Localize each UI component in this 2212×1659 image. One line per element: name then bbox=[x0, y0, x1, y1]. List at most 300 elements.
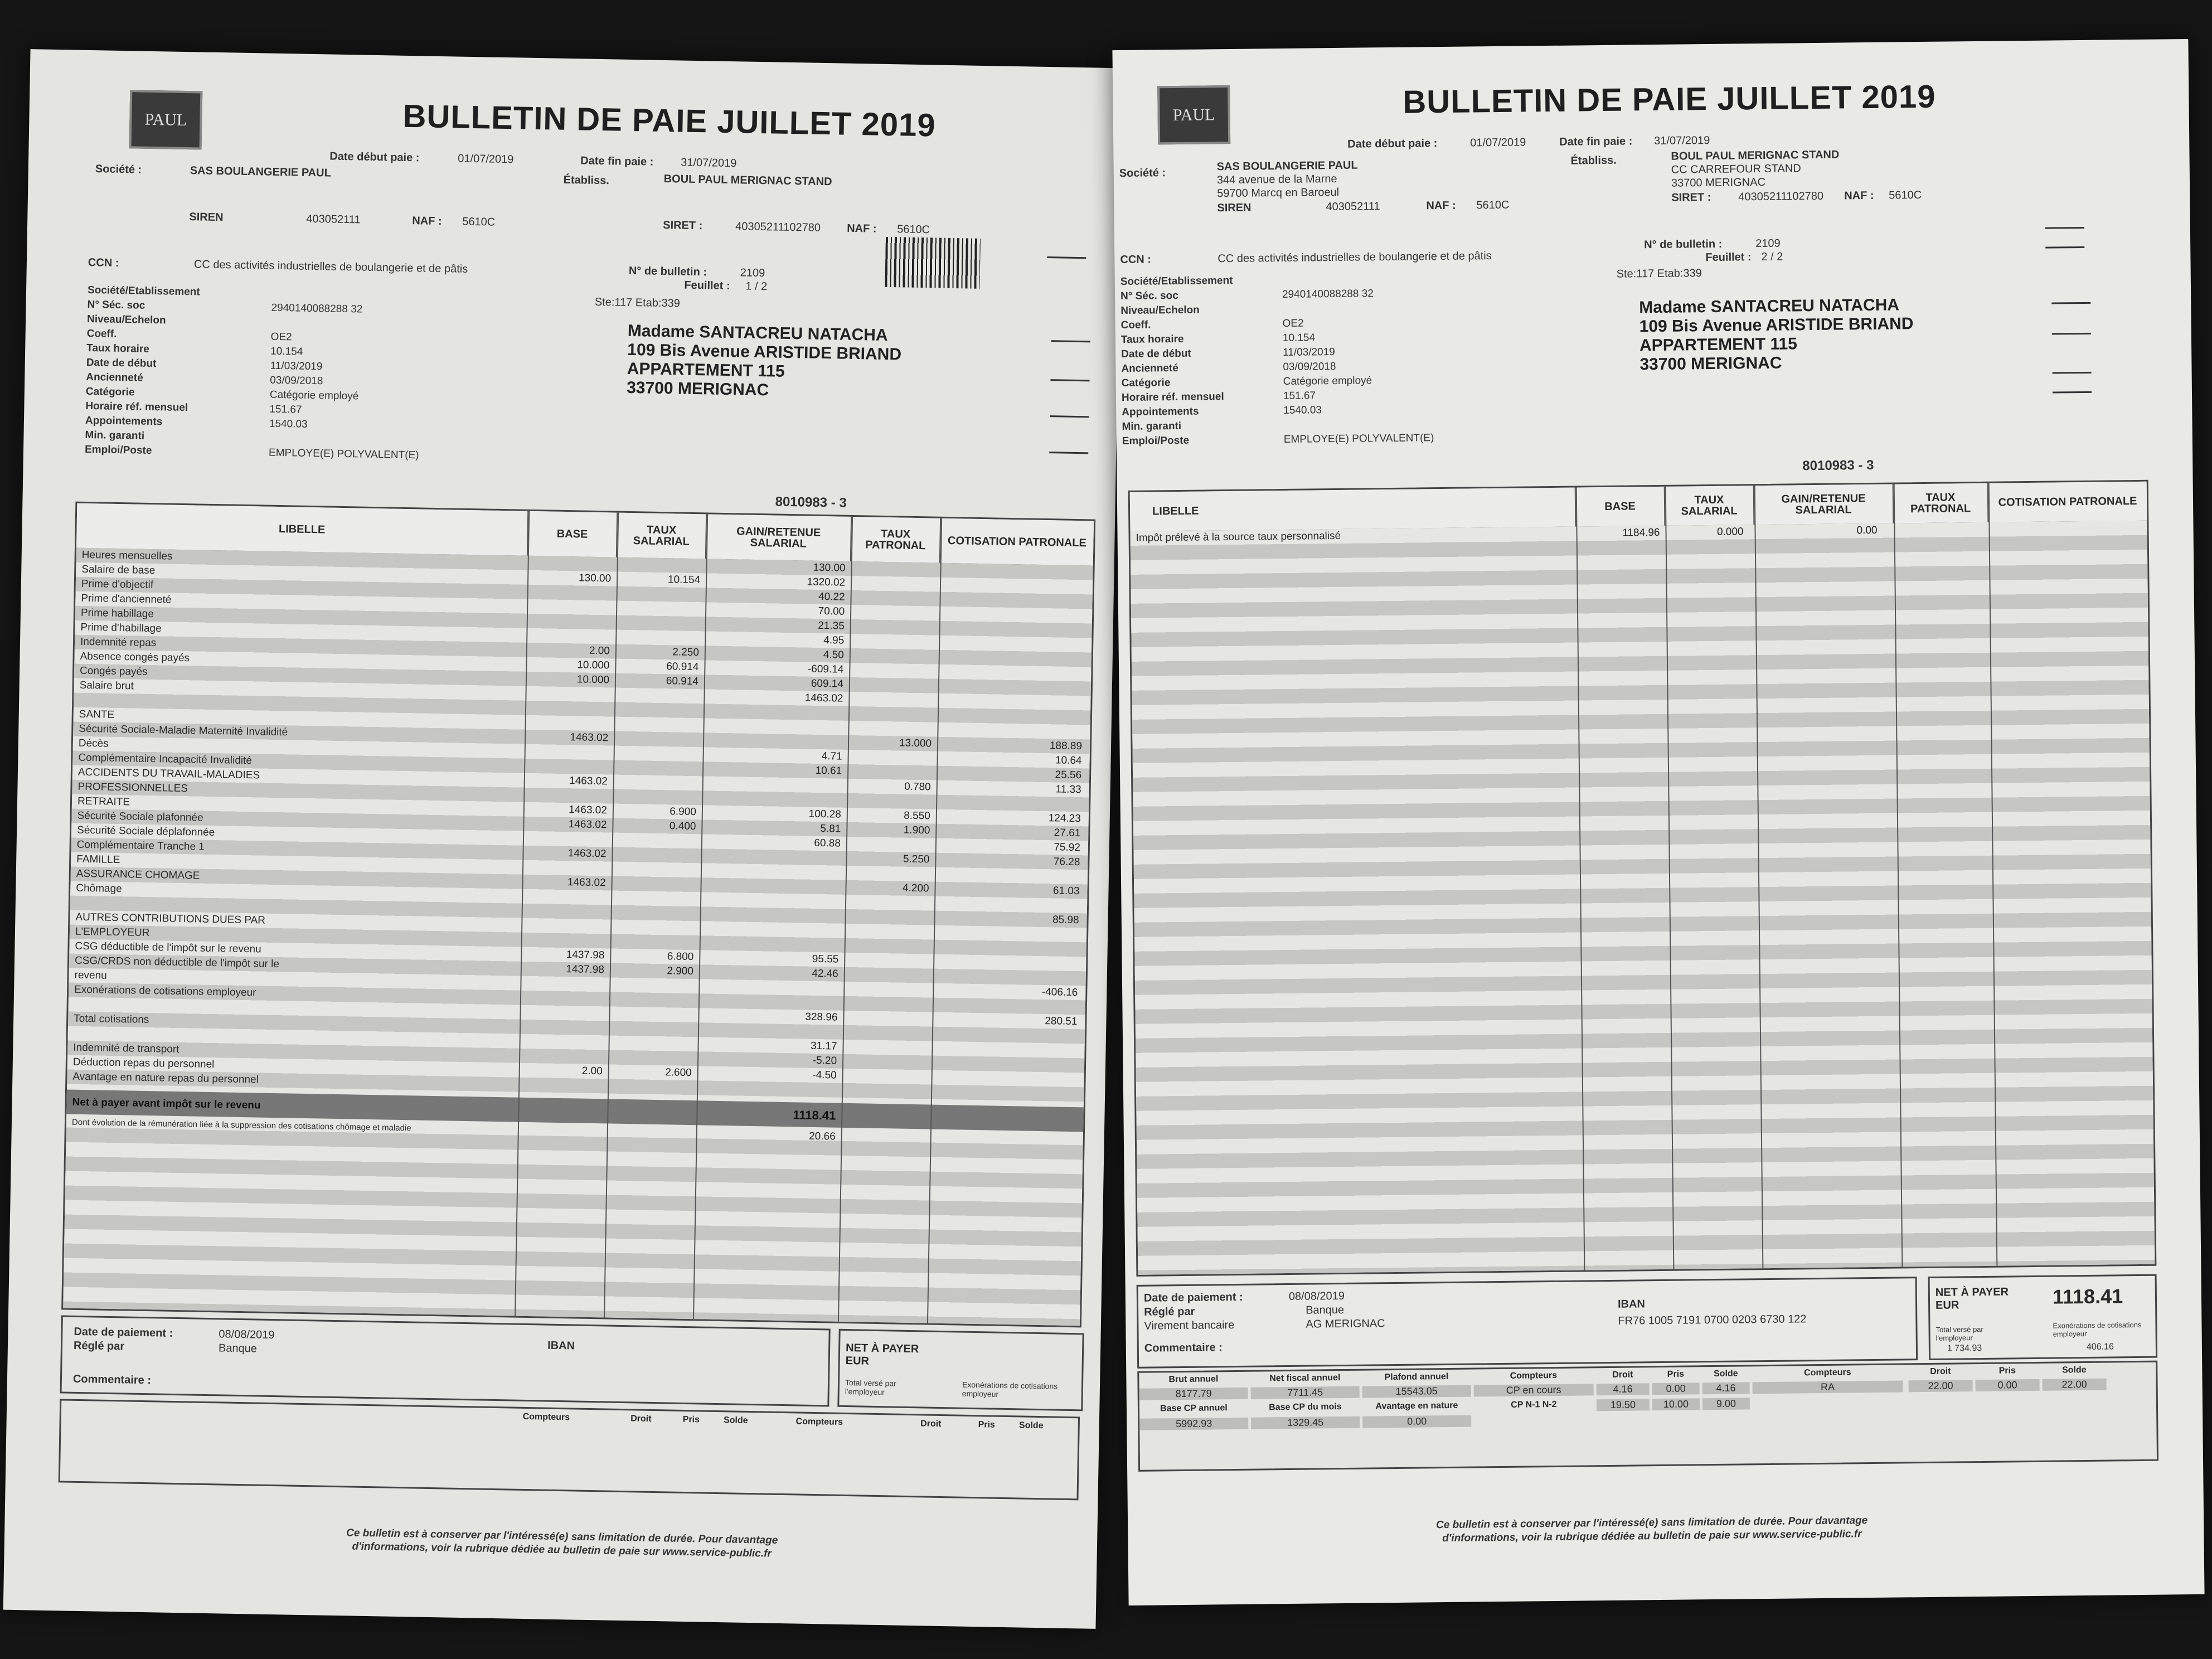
table-row-taux bbox=[620, 559, 701, 560]
table-row-base bbox=[522, 1021, 603, 1022]
col-base: BASE bbox=[1576, 487, 1666, 527]
table-row-libelle: Chômage bbox=[76, 882, 122, 895]
reference-number: 8010983 - 3 bbox=[1802, 457, 1874, 474]
ste-etab: Ste:117 Etab:339 bbox=[1616, 267, 1702, 280]
date-paiement: 08/08/2019 bbox=[1288, 1289, 1345, 1303]
table-row-taux-patronal bbox=[851, 722, 932, 724]
cumul-header: CP N-1 N-2 bbox=[1511, 1399, 1557, 1410]
table-row-cotisation bbox=[943, 593, 1085, 595]
siren-label: SIREN bbox=[189, 211, 224, 224]
table-row-taux-patronal bbox=[848, 910, 929, 912]
table-row-base bbox=[530, 586, 611, 588]
employee-field-label: Catégorie bbox=[1121, 377, 1171, 390]
table-row-taux: 6.900 bbox=[670, 806, 697, 818]
table-row-gain: 328.96 bbox=[805, 1011, 838, 1023]
employee-field-value: 03/09/2018 bbox=[270, 374, 323, 387]
net-box bbox=[837, 1329, 1084, 1411]
table-row-taux bbox=[616, 790, 697, 792]
feuillet: 1 / 2 bbox=[745, 280, 768, 293]
table-row-taux-patronal bbox=[851, 751, 932, 753]
table-row-libelle: CSG/CRDS non déductible de l'impôt sur le bbox=[74, 954, 280, 971]
barcode bbox=[885, 237, 981, 289]
dash bbox=[2045, 246, 2084, 249]
table-row-cotisation bbox=[936, 970, 1078, 972]
table-row-taux-patronal bbox=[847, 925, 928, 926]
table-row-taux-patronal bbox=[847, 954, 928, 955]
table-row-gain bbox=[706, 705, 843, 707]
societe-name: SAS BOULANGERIE PAUL bbox=[190, 164, 331, 180]
regle-label: Réglé par bbox=[73, 1339, 125, 1353]
employee-field-value: OE2 bbox=[1282, 317, 1304, 330]
reference-number: 8010983 - 3 bbox=[775, 494, 847, 511]
col-cotisation-patronale: COTISATION PATRONALE bbox=[1998, 494, 2137, 509]
table-row-gain: 1463.02 bbox=[804, 692, 843, 705]
employee-field-label: N° Séc. soc bbox=[1120, 289, 1178, 303]
table-row-taux bbox=[619, 588, 700, 589]
table-row-gain: 42.46 bbox=[812, 967, 839, 980]
dash bbox=[1049, 452, 1088, 454]
table-row-gain: 5.81 bbox=[820, 823, 841, 835]
table-row-libelle: SANTE bbox=[79, 708, 115, 721]
table-row-libelle: Sécurité Sociale déplafonnée bbox=[76, 824, 215, 839]
naf2: 5610C bbox=[896, 223, 930, 236]
net-label: NET À PAYER EUR bbox=[1935, 1286, 2009, 1312]
table-row-base bbox=[528, 716, 609, 718]
table-row-taux: 10.154 bbox=[667, 574, 701, 586]
payment-box bbox=[1137, 1277, 1918, 1369]
table-row-taux-patronal bbox=[853, 620, 934, 622]
table-row-gain: 40.22 bbox=[818, 590, 845, 603]
cumul-header: Compteurs bbox=[1510, 1370, 1558, 1381]
table-row-cotisation bbox=[942, 651, 1084, 653]
table-row-base bbox=[525, 890, 605, 892]
cumul-header: Pris bbox=[1998, 1366, 2016, 1376]
cumul-header: Avantage en nature bbox=[1375, 1400, 1458, 1411]
regle: Banque bbox=[218, 1342, 258, 1355]
table-row-cotisation bbox=[936, 955, 1078, 958]
table-row-taux-patronal bbox=[846, 1041, 926, 1042]
iban-label: IBAN bbox=[1617, 1298, 1646, 1311]
table-row-taux: 2.250 bbox=[672, 646, 700, 659]
table-row-base: 130.00 bbox=[578, 572, 612, 585]
table-row-gain: 4.71 bbox=[821, 750, 842, 763]
table-row-base bbox=[522, 1050, 603, 1051]
table-row-taux-patronal bbox=[847, 939, 928, 941]
paul-logo: PAUL bbox=[1157, 85, 1230, 144]
table-row-base: 1463.02 bbox=[569, 775, 608, 788]
dash bbox=[2053, 372, 2092, 374]
table-row-taux-patronal bbox=[850, 794, 930, 796]
table-row-base bbox=[530, 629, 610, 631]
employee-field-value: 11/03/2019 bbox=[270, 360, 323, 373]
etablis-name: BOUL PAUL MERIGNAC STAND bbox=[663, 172, 832, 188]
table-row-taux-patronal bbox=[847, 983, 928, 984]
cumul-header: Solde bbox=[723, 1415, 748, 1425]
table-row-libelle: Prime d'ancienneté bbox=[81, 592, 172, 606]
employee-field-label: Niveau/Echelon bbox=[86, 313, 166, 327]
etablis-label: Établiss. bbox=[563, 173, 610, 187]
table-row-base bbox=[528, 687, 609, 689]
table-row-gain: 21.35 bbox=[818, 619, 845, 632]
etablis-line-1: BOUL PAUL MERIGNAC STAND bbox=[1671, 148, 1840, 163]
table-row-base bbox=[524, 934, 605, 935]
table-row-libelle: Heures mensuelles bbox=[81, 549, 173, 562]
table-row-gain bbox=[702, 937, 839, 939]
table-row-taux bbox=[615, 834, 696, 836]
table-row-taux bbox=[619, 617, 700, 618]
table-row-base: 1463.02 bbox=[569, 804, 608, 817]
cumul-value: 15543.05 bbox=[1362, 1385, 1471, 1398]
employee-field-label: Niveau/Echelon bbox=[1120, 304, 1200, 317]
table-row-taux-patronal bbox=[849, 838, 930, 840]
table-row-taux bbox=[614, 906, 695, 908]
total-employeur: 1 734.93 bbox=[1947, 1343, 1982, 1354]
table-row-base: 2.00 bbox=[581, 1065, 603, 1078]
net-a-payer: 1118.41 bbox=[2052, 1284, 2123, 1308]
employee-field-value: 10.154 bbox=[270, 345, 303, 358]
table-row-base: 10.000 bbox=[576, 673, 610, 686]
cumul-header: Droit bbox=[920, 1419, 942, 1429]
dash bbox=[1050, 379, 1089, 381]
employee-field-label: Emploi/Poste bbox=[84, 443, 152, 457]
employee-field-label: Date de début bbox=[86, 356, 157, 370]
table-row-base: 1463.02 bbox=[567, 876, 606, 889]
employee-field-label: Coeff. bbox=[1120, 319, 1151, 332]
table-row-taux-patronal: 5.250 bbox=[903, 853, 930, 866]
table-row-libelle: Salaire de base bbox=[81, 563, 156, 577]
table-row-gain bbox=[703, 893, 840, 895]
table-row-taux-patronal bbox=[852, 693, 933, 695]
table-row-cotisation bbox=[934, 1086, 1076, 1088]
table-row-libelle: L'EMPLOYEUR bbox=[75, 925, 150, 939]
payslip-page-1 bbox=[3, 49, 1123, 1629]
employee-field-label: N° Séc. soc bbox=[87, 298, 145, 312]
table-row-taux bbox=[613, 935, 694, 937]
table-row-cotisation bbox=[940, 724, 1083, 726]
table-row-gain: -5.20 bbox=[812, 1054, 837, 1067]
feuillet: 2 / 2 bbox=[1761, 250, 1783, 264]
col-taux-patronal: TAUX PATRONAL bbox=[851, 517, 941, 563]
table-row-taux-patronal bbox=[848, 896, 929, 898]
table-row-taux-patronal: 1.900 bbox=[903, 824, 930, 837]
col-libelle: LIBELLE bbox=[1130, 488, 1576, 531]
table-row-gain bbox=[706, 734, 842, 736]
table-row-gain bbox=[702, 922, 839, 924]
date-debut-label: Date début paie : bbox=[1347, 137, 1438, 151]
net-imposable-value: 20.66 bbox=[809, 1130, 836, 1143]
cumul-value: 22.00 bbox=[2042, 1379, 2106, 1391]
cumul-header: Compteurs bbox=[795, 1417, 843, 1427]
employee-field-value: 151.67 bbox=[269, 403, 302, 416]
table-row-gain: 95.55 bbox=[812, 953, 839, 966]
employee-field-label: Min. garanti bbox=[1122, 420, 1182, 433]
dash bbox=[1051, 340, 1090, 342]
table-row-base: 10.000 bbox=[577, 659, 610, 672]
col-base: BASE bbox=[528, 511, 618, 557]
table-row-libelle: Avantage en nature repas du personnel bbox=[72, 1070, 259, 1086]
table-row-taux bbox=[617, 718, 698, 720]
table-row-cotisation: 75.92 bbox=[1054, 841, 1081, 854]
table-row-cotisation bbox=[937, 898, 1079, 900]
societe-line-1: SAS BOULANGERIE PAUL bbox=[1216, 159, 1358, 173]
employee-field-value: EMPLOYE(E) POLYVALENT(E) bbox=[268, 447, 419, 462]
table-row-gain: 70.00 bbox=[818, 605, 845, 618]
date-paiement: 08/08/2019 bbox=[219, 1328, 275, 1342]
table-row-cotisation bbox=[935, 999, 1078, 1001]
table-row-base bbox=[524, 919, 605, 921]
employee-field-value: 10.154 bbox=[1282, 332, 1316, 345]
table-row-gain bbox=[704, 864, 840, 866]
cumul-header: Solde bbox=[1713, 1369, 1738, 1379]
pay-lines-table bbox=[1128, 480, 2157, 1277]
date-debut: 01/07/2019 bbox=[1470, 136, 1526, 149]
table-row-cotisation bbox=[937, 941, 1079, 943]
table-row-cotisation: 188.89 bbox=[1049, 740, 1083, 753]
payment-box bbox=[60, 1315, 831, 1406]
cumul-value: 0.00 bbox=[1976, 1379, 2040, 1391]
dash bbox=[2053, 391, 2092, 394]
table-row-gain: 60.88 bbox=[814, 837, 841, 850]
col-libelle: LIBELLE bbox=[76, 503, 528, 556]
date-debut: 01/07/2019 bbox=[458, 152, 514, 166]
table-row-taux bbox=[616, 776, 697, 778]
table-row-taux-patronal bbox=[853, 606, 934, 608]
table-row-gain: 100.28 bbox=[808, 808, 842, 821]
etablis-line-3: 33700 MERIGNAC bbox=[1671, 176, 1766, 190]
table-row-cotisation bbox=[937, 926, 1079, 929]
table-row-gain: 0.00 bbox=[1856, 524, 1878, 537]
table-row-libelle: Sécurité Sociale plafonnée bbox=[77, 809, 203, 824]
societe-label: Société : bbox=[95, 163, 142, 176]
table-row-cotisation bbox=[941, 680, 1083, 682]
table-row-gain: 4.95 bbox=[823, 634, 845, 647]
regle-label: Réglé par bbox=[1144, 1305, 1195, 1318]
table-row-gain bbox=[701, 995, 838, 997]
table-row-taux: 0.400 bbox=[669, 820, 696, 833]
table-row-taux bbox=[611, 1051, 692, 1053]
table-row-gain: 31.17 bbox=[810, 1040, 837, 1052]
table-row-taux-patronal bbox=[848, 867, 929, 869]
table-row-base bbox=[525, 905, 605, 906]
table-row-gain bbox=[705, 777, 842, 779]
table-row-taux: 2.600 bbox=[664, 1066, 692, 1079]
col-gain-retenue: GAIN/RETENUE SALARIAL bbox=[706, 514, 852, 561]
table-row-libelle: Absence congés payés bbox=[80, 650, 190, 664]
table-row-base bbox=[527, 760, 608, 761]
table-row-libelle: PROFESSIONNELLES bbox=[77, 780, 188, 795]
total-employeur-label: Total versé par l'employeur bbox=[845, 1377, 897, 1397]
table-row-base: 1463.02 bbox=[568, 818, 607, 831]
footer-notice: Ce bulletin est à conserver par l'intéressé(e) sans limitation de durée. Pour davantage d'informations, voir la rubrique dédiée au bulletin de paie sur www.service-public.fr bbox=[346, 1527, 778, 1560]
table-row-base bbox=[527, 789, 608, 790]
cumuls-table bbox=[1137, 1361, 2158, 1472]
naf-label: NAF : bbox=[1426, 199, 1456, 212]
iban: FR76 1005 7191 0700 0203 6730 122 bbox=[1618, 1313, 1807, 1327]
table-row-libelle: Complémentaire Incapacité Invalidité bbox=[78, 751, 253, 767]
table-row-taux: 60.914 bbox=[666, 675, 699, 688]
employee-field-label: Taux horaire bbox=[1120, 333, 1184, 346]
iban-label: IBAN bbox=[547, 1339, 575, 1352]
ccn: CC des activités industrielles de boulangerie et de pâtis bbox=[193, 258, 468, 275]
cumul-header: 10.00 bbox=[1652, 1398, 1700, 1410]
siret-label: SIRET : bbox=[663, 219, 703, 232]
table-row-libelle: Déduction repas du personnel bbox=[72, 1056, 215, 1071]
naf2: 5610C bbox=[1889, 188, 1922, 202]
table-row-base: 1184.96 bbox=[1622, 526, 1660, 539]
exonerations-label: Exonérations de cotisations employeur bbox=[962, 1380, 1058, 1399]
employee-field-label: Ancienneté bbox=[1121, 362, 1178, 375]
table-row-libelle: revenu bbox=[74, 969, 107, 982]
employee-field-value: 03/09/2018 bbox=[1283, 361, 1336, 373]
paul-logo: PAUL bbox=[129, 90, 203, 149]
table-row-taux bbox=[617, 747, 697, 749]
feuillet-label: Feuillet : bbox=[1705, 251, 1752, 264]
societe-line-2: 344 avenue de la Marne bbox=[1216, 172, 1337, 187]
table-row-cotisation bbox=[942, 637, 1084, 639]
table-row-cotisation: 27.61 bbox=[1054, 827, 1081, 840]
table-row-cotisation bbox=[935, 1042, 1077, 1045]
table-row-libelle: ASSURANCE CHOMAGE bbox=[76, 867, 200, 882]
table-row-cotisation: 11.33 bbox=[1055, 783, 1081, 796]
bulletin-number: 2109 bbox=[740, 266, 765, 280]
cumul-value: 4.16 bbox=[1702, 1382, 1750, 1394]
bulletin-label: N° de bulletin : bbox=[1644, 237, 1723, 251]
naf: 5610C bbox=[462, 215, 496, 229]
cumul-value: 22.00 bbox=[1909, 1380, 1973, 1392]
table-row-taux-patronal bbox=[846, 997, 927, 999]
exonerations: 406.16 bbox=[2086, 1342, 2114, 1352]
naf2-label: NAF : bbox=[847, 222, 877, 235]
table-row-taux bbox=[614, 892, 695, 894]
table-row-libelle: Indemnité repas bbox=[80, 636, 157, 649]
cumul-header: 19.50 bbox=[1597, 1399, 1650, 1411]
table-row-gain bbox=[701, 1023, 837, 1026]
net-imposable-label: Dont évolution de la rémunération liée à la suppression des cotisations chômage et maladie bbox=[71, 1117, 411, 1133]
employee-field-label: Coeff. bbox=[86, 327, 117, 340]
cumul-header: Base CP annuel bbox=[1160, 1403, 1228, 1414]
table-row-gain: 130.00 bbox=[813, 561, 846, 574]
table-row-gain: -4.50 bbox=[812, 1069, 837, 1081]
table-row-taux-patronal bbox=[852, 664, 933, 666]
dash bbox=[2052, 333, 2091, 335]
table-row-libelle: Complémentaire Tranche 1 bbox=[76, 838, 205, 853]
table-row-libelle: Décès bbox=[78, 737, 109, 750]
table-row-gain: 10.61 bbox=[815, 764, 842, 777]
table-row-taux bbox=[616, 761, 697, 763]
table-row-taux-patronal bbox=[846, 1012, 927, 1013]
ccn: CC des activités industrielles de boulangerie et de pâtis bbox=[1217, 250, 1492, 265]
table-row-gain bbox=[705, 792, 842, 794]
employee-field-label: Appointements bbox=[85, 414, 163, 428]
table-row-cotisation bbox=[942, 622, 1084, 624]
employee-address: Madame SANTACREU NATACHA 109 Bis Avenue ARISTIDE BRIAND APPARTEMENT 115 33700 MERIGNAC bbox=[626, 321, 902, 400]
table-row-libelle: CSG déductible de l'impôt sur le revenu bbox=[75, 940, 261, 955]
table-row-cotisation bbox=[935, 1028, 1077, 1030]
table-row-gain bbox=[700, 1081, 836, 1084]
pay-lines-table bbox=[61, 502, 1095, 1328]
cumul-header: Plafond annuel bbox=[1384, 1372, 1449, 1382]
cumul-header: Pris bbox=[1667, 1369, 1685, 1379]
employee-field-label: Taux horaire bbox=[86, 342, 150, 355]
table-row-libelle: Indemnité de transport bbox=[73, 1041, 180, 1056]
employee-field-label: Société/Etablissement bbox=[87, 284, 200, 298]
table-row-cotisation: 76.28 bbox=[1053, 856, 1080, 869]
siret: 40305211102780 bbox=[735, 220, 821, 234]
col-taux-salarial: TAUX SALARIAL bbox=[617, 513, 707, 559]
table-row-taux bbox=[613, 979, 693, 981]
siren: 403052111 bbox=[1326, 200, 1380, 214]
employee-field-label: Appointements bbox=[1122, 405, 1199, 419]
table-row-libelle: Prime d'objectif bbox=[81, 578, 154, 591]
table-row-taux: 0.000 bbox=[1716, 526, 1744, 538]
dash bbox=[2045, 227, 2084, 229]
date-debut-label: Date début paie : bbox=[329, 150, 420, 164]
table-row-libelle: Prime habillage bbox=[80, 607, 154, 620]
net-row-value: 1118.41 bbox=[793, 1108, 836, 1123]
employee-field-label: Emploi/Poste bbox=[1122, 434, 1190, 448]
table-row-taux-patronal bbox=[852, 649, 933, 651]
employee-field-value: 2940140088288 32 bbox=[271, 302, 363, 316]
table-row-taux-patronal bbox=[851, 707, 932, 709]
table-row-taux bbox=[613, 921, 694, 923]
employee-field-label: Société/Etablissement bbox=[1120, 274, 1233, 288]
table-row-base bbox=[523, 1006, 604, 1008]
table-row-gain: 1320.02 bbox=[807, 576, 846, 589]
table-row-taux-patronal: 8.550 bbox=[904, 809, 930, 822]
cumul-value: RA bbox=[1753, 1380, 1903, 1394]
table-row-libelle: AUTRES CONTRIBUTIONS DUES PAR bbox=[75, 911, 266, 926]
employee-field-value: OE2 bbox=[270, 331, 292, 343]
table-row-base: 1437.98 bbox=[566, 949, 605, 962]
naf: 5610C bbox=[1476, 198, 1510, 212]
table-row-gain bbox=[704, 850, 841, 852]
employee-field-value: 1540.03 bbox=[1283, 404, 1322, 417]
table-row-base bbox=[522, 1035, 603, 1037]
table-row-libelle: Total cotisations bbox=[74, 1012, 149, 1026]
table-row-gain: 4.50 bbox=[823, 649, 845, 661]
table-row-taux bbox=[614, 877, 695, 879]
employee-field-label: Ancienneté bbox=[86, 371, 143, 384]
employee-field-value: Catégorie employé bbox=[269, 389, 359, 402]
table-row-gain bbox=[703, 908, 840, 910]
cumul-header: Brut annuel bbox=[1168, 1374, 1219, 1385]
employee-field-value: 11/03/2019 bbox=[1283, 346, 1335, 359]
table-row-cotisation: 85.98 bbox=[1052, 914, 1079, 926]
cumul-value: 5992.93 bbox=[1139, 1418, 1248, 1430]
table-row-taux bbox=[617, 733, 697, 734]
commentaire-label: Commentaire : bbox=[72, 1372, 152, 1387]
table-row-cotisation bbox=[938, 869, 1080, 871]
table-row-taux: 2.900 bbox=[667, 965, 694, 978]
table-row-base: 1463.02 bbox=[567, 847, 607, 860]
table-row-taux-patronal bbox=[852, 678, 933, 680]
table-row-base bbox=[530, 600, 610, 602]
siret: 40305211102780 bbox=[1738, 190, 1824, 203]
cumul-value: 1329.45 bbox=[1251, 1417, 1360, 1429]
table-row-cotisation bbox=[939, 796, 1081, 798]
siren-label: SIREN bbox=[1217, 201, 1251, 215]
cumul-value: 0.00 bbox=[1652, 1382, 1700, 1395]
date-fin-label: Date fin paie : bbox=[580, 154, 654, 168]
table-body bbox=[1130, 521, 2155, 1275]
siren: 403052111 bbox=[306, 212, 361, 226]
naf-label: NAF : bbox=[412, 215, 442, 228]
cumul-header: Pris bbox=[682, 1414, 700, 1425]
table-row-libelle: FAMILLE bbox=[76, 853, 120, 866]
table-row-taux bbox=[612, 993, 693, 995]
table-row-base bbox=[525, 861, 606, 863]
table-row-base bbox=[530, 615, 610, 617]
